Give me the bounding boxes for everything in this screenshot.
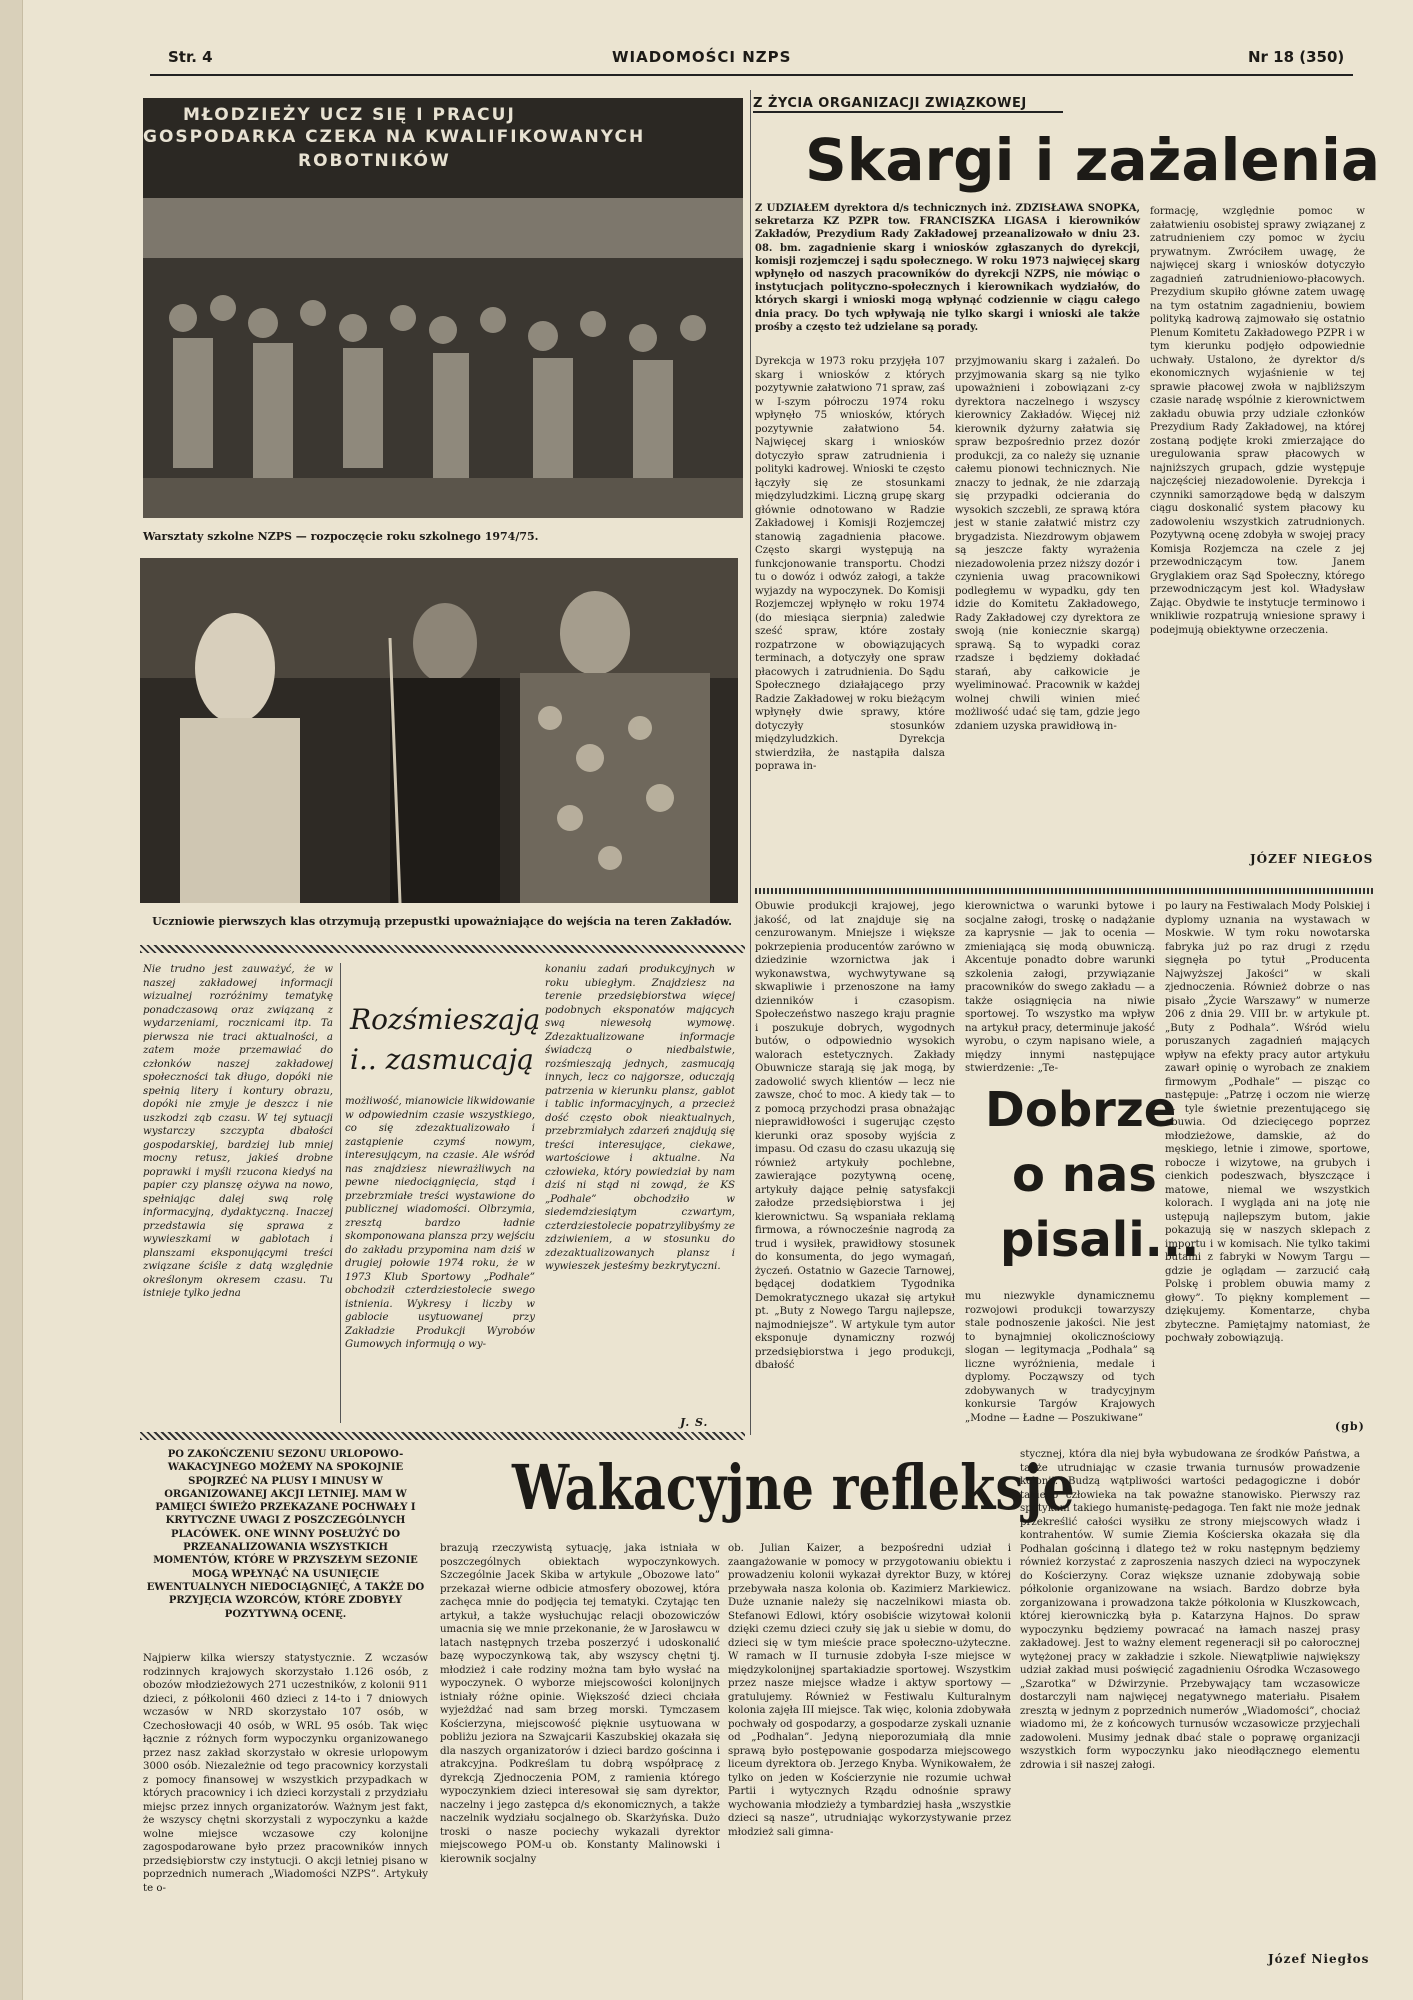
dobrze-col-2b: mu niezwykle dynamicznemu rozwojowi produkcji towarzyszy stale podnoszenie jakości. Nie jest to bynajmniej okolicznościowy slogan — legitymacja „Podhala” są liczne wyróżnienia, medale i dyplomy. Począwszy od tych zdobywanych w tradycyjnym konkursie Targów Krajowych „Modne — Ładne — Poszukiwane”: [965, 1291, 1155, 1424]
wakacyjne-lead: PO ZAKOŃCZENIU SEZONU URLOPOWO-WAKACYJNEGO MOŻEMY NA SPOKOJNIE SPOJRZEĆ NA PLUSY I MINUSY W ORGANIZOWANEJ AKCJI LETNIEJ. MAM W PAMIĘCI ŚWIEŻO PRZEKAZANE POCHWAŁY I KRYTYCZNE UWAGI Z POSZCZEGÓLNYCH PLACÓWEK. ONE WINNY POSŁUŻYĆ DO PRZEANALIZOWANIA WSZYSTKICH MOMENTÓW, KTÓRE W PRZYSZŁYM SEZONIE MOGĄ WPŁYNĄĆ NA USUNIĘCIE EWENTUALNYCH NIEDOCIĄGNIĘĆ, A TAKŻE DO PRZYJĘCIA WZORCÓW, KTÓRE ZDOBYŁY POZYTYWNĄ OCENĘ.: [146, 1449, 425, 1620]
page-number: Str. 4: [168, 48, 213, 66]
masthead: WIADOMOŚCI NZPS: [612, 48, 792, 66]
page-left-edge: [0, 0, 23, 2000]
photo-caption-2: Uczniowie pierwszych klas otrzymują przepustki upoważniające do wejścia na teren Zakładów.: [152, 915, 732, 928]
issue-number: Nr 18 (350): [1248, 48, 1345, 66]
skargi-title: Skargi i zażalenia: [805, 126, 1381, 194]
photo-workshop: [143, 98, 743, 518]
dobrze-title-2: o nas: [1012, 1147, 1157, 1203]
header-rule: [150, 74, 1353, 76]
dobrze-signature: (gb): [1335, 1420, 1365, 1433]
skargi-col-3: formację, względnie pomoc w załatwieniu osobistej sprawy związanej z zatrudnieniem czy pomoc w życiu prywatnym. Zwróciłem uwagę, że najwięcej skarg i wniosków dotyczyło zagadnień zatrudnieniowo-płacowych. Prezydium skupiło główne zatem uwagę na tym ostatnim zagadnieniu, bowiem polityką kadrową zajmowało się ostatnio Plenum Komitetu Zakładowego PZPR i w tym kierunku podjęło odpowiednie uchwały. Ustalono, że dyrektor d/s ekonomicznych wyjaśnienie w tej sprawie płacowej zwoła w najbliższym czasie naradę wspólnie z kierownictwem zakładu obuwia przy udziale członków Prezydium Rady Zakładowej, na której zostaną podjęte kroki zmierzające do uregulowania spraw płacowych w najniższych grupach, gdzie występuje najczęściej niezadowolenie. Dyrekcja i czynniki samorządowe będą w dalszym ciągu doskonalić system płacowy ku zadowoleniu wszystkich zatrudnionych. Pozytywną ocenę zdobyła w swojej pracy Komisja Rozjemcza na czele z jej przewodniczącym tow. Janem Gryglakiem oraz Sąd Społeczny, którego przewodniczącym jest kol. Władysław Zając. Obydwie te instytucje terminowo i wnikliwie rozpatrują wniesione sprawy i podejmują obiektywne orzeczenia.: [1150, 206, 1365, 636]
wakacyjne-col-4: stycznej, która dla niej była wybudowana ze środków Państwa, a także utrudniając w czasie trwania turnusów prowadzenie kolonii. Budzą wątpliwości wartości pedagogiczne i dobór takiego człowieka na tak poważne stanowisko. Pierwszy raz spotykam takiego humanistę-pedagoga. Ten fakt nie może jednak przekreślić całości wysiłku ze strony miejscowych władz i kontrahentów. W sumie Ziemia Kościerska okazała się dla Podhalan gościnną i dlatego też w roku następnym będziemy również korzystać z zaproszenia naszych dzieci na wypoczynek do Kościerzyny. Coraz większe uznanie zdobywają sobie półkolonie organizowane na wsiach. Bardzo dobrze była zorganizowana i prowadzona także półkolonia w Kluszkowcach, której kierowniczką była p. Katarzyna Hajnos. Do spraw wypoczynku będziemy powracać na łamach naszej prasy zakładowej. Jest to ważny element regeneracji sił po całorocznej wytężonej pracy w zakładzie i szkole. Niewątpliwie największy udział zakład musi poświęcić zagadnieniu Ośrodka Wczasowego „Szarotka” w Dźwirzynie. Przebywający tam wczasowicze dostarczyli nam najwięcej negatywnego materiału. Pisałem zresztą w jednym z poprzednich numerów „Wiadomości”, chociaż wiadomo mi, że z końcowych turnusów wczasowicze przyjechali zadowoleni. Musimy jednak dbać stale o poprawę organizacji wszystkich form wypoczynku jako nieodłącznego elementu zdrowia i sił naszej załogi.: [1020, 1449, 1360, 1771]
center-vrule: [750, 90, 751, 1435]
banner-line-3: ROBOTNIKÓW: [298, 151, 451, 171]
rozsmieszaja-col-1: Nie trudno jest zauważyć, że w naszej zakładowej informacji wizualnej rozróżnimy tematykę ponadczasową oraz związaną z wydarzeniami, rocznicami itp. Ta pierwsza nie traci aktualności, a zatem może przemawiać do członków naszej zakładowej społeczności tak długo, dopóki nie spełnią litery i kontury obrazu, dopóki nie zmyje je deszcz i nie uszkodzi ząb czasu. W tej sytuacji wystarczy szczypta dbałości gospodarskiej, bardziej lub mniej mocny retusz, jakieś drobne poprawki i myśli rzucona kiedyś na papier czy planszę ożywa na nowo, spełniając dalej swą rolę informacyjną, dydaktyczną. Inaczej przedstawia się sprawa z wywieszkami w gablotach i planszami eksponującymi treści związane ściśle z datą względnie określonym okresem czasu. Tu istnieje tylko jedna: [143, 964, 333, 1299]
section-kicker: Z ŻYCIA ORGANIZACJI ZWIĄZKOWEJ: [753, 96, 1063, 113]
banner-line-2: GOSPODARKA CZEKA NA KWALIFIKOWANYCH: [143, 127, 646, 147]
skargi-signature: JÓZEF NIEGŁOS: [1250, 852, 1374, 866]
photo-caption-1: Warsztaty szkolne NZPS — rozpoczęcie roku szkolnego 1974/75.: [143, 530, 539, 543]
rozsmieszaja-col-3: konaniu zadań produkcyjnych w roku ubiegłym. Znajdziesz na terenie przedsiębiorstwa więcej podobnych eksponatów mających swą niewesołą wymowę. Zdezaktualizowane informacje świadczą o niedbalstwie, rozśmieszają jednych, zasmucają innych, lecz co najgorsze, oduczają patrzenia w kierunku plansz, gablot i tablic informacyjnych, a przecież dość często obok nieaktualnych, przebrzmiałych zdarzeń znajdują się treści interesujące, ciekawe, wartościowe i aktualne. Na człowieka, który powiedział by nam dziś ni stąd ni zowąd, że KS „Podhale” obchodziło w siedemdziesiątym czwartym, czterdziestolecie popatrzylibyśmy ze zdziwieniem, a w stosunku do zdezaktualizowanych plansz i wywieszek jesteśmy bezkrytyczni.: [545, 964, 735, 1272]
wakacyjne-col-2: brazują rzeczywistą sytuację, jaka istniała w poszczególnych obiektach wypoczynkowych. Szczególnie Jacek Skiba w artykule „Obozowe lato” przekazał wierne odbicie atmosfery obozowej, która zachęca mnie do podjęcia tej tematyki. Czytając ten artykuł, a także wysłuchując relacji obozowiczów umacnia się we mnie przekonanie, że w Jarosławcu w latach następnych trzeba poszerzyć i udoskonalić bazę wypoczynkową tak, aby wszyscy chętni tj. młodzież i całe rodziny można tam było wysłać na wypoczynek. O wyborze miejscowości kolonijnych istniały różne opinie. Większość dzieci chciała wyjeżdżać nad sam brzeg morski. Tymczasem Kościerzyna, miejscowość pięknie usytuowana w pobliżu jeziora na Szwajcarii Kaszubskiej okazała się dla naszych organizatorów i dzieci bardzo gościnna i atrakcyjna. Podkreślam tu dobrą współpracę z dyrekcją Zjednoczenia POM, z ramienia którego wypoczynkiem dzieci interesował się sam dyrektor, naczelny i jego zastępca d/s ekonomicznych, a także naczelnik wydziału socjalnego ob. Skarżyńska. Dużo troski o nasze pociechy wykazali dyrektor miejscowego POM-u ob. Konstanty Malinowski i kierownik socjalny: [440, 1543, 720, 1865]
wakacyjne-signature: Józef Niegłos: [1268, 1952, 1370, 1966]
rozsmieszaja-col-2: możliwość, mianowicie likwidowanie w odpowiednim czasie wszystkiego, co się zdezaktualizowało i zastąpienie czymś nowym, interesującym, na czasie. Ale wśród nas znajdziesz niewrażliwych na pewne niedociągnięcia, stąd i przebrzmiałe treści wystawione do publicznej wiadomości. Olbrzymia, zresztą bardzo ładnie skomponowana plansza przy wejściu do zakładu przypomina nam dziś w drugiej połowie 1974 roku, że w 1973 Klub Sportowy „Podhale” obchodził czterdziestolecie swego istnienia. Wykresy i liczby w gablocie usytuowanej przy Zakładzie Produkcji Wyrobów Gumowych informują o wy-: [345, 1096, 535, 1350]
wakacyjne-title: Wakacyjne refleksje: [512, 1451, 1075, 1524]
skargi-col-1: Dyrekcja w 1973 roku przyjęła 107 skarg i wniosków z których pozytywnie załatwiono 71 spraw, zaś w I-szym półroczu 1974 roku wpłynęło 75 wniosków, których pozytywnie załatwiono 54. Najwięcej skarg i wniosków dotyczyło spraw zatrudnienia i polityki kadrowej. Wnioski te często łączyły się ze stosunkami międzyludzkimi. Liczną grupę skarg głównie odnotowano w Radzie Zakładowej i Komisji Rozjemczej stanowią zagadnienia płacowe. Często skargi występują na funkcjonowanie transportu. Chodzi tu o dowóz i odwóz załogi, a także wyjazdy na wypoczynek. Do Komisji Rozjemczej wpłynęło w roku 1974 (do miesiąca sierpnia) zaledwie sześć spraw, które zostały rozpatrzone w obowiązujących terminach, a dotyczyły one spraw płacowych i zatrudnienia. Do Sądu Społecznego działającego przy Radzie Zakładowej w roku bieżącym wpłynęły dwie sprawy, które dotyczyły stosunków międzyludzkich. Dyrekcja stwierdziła, że nastąpiła dalsza poprawa in-: [755, 356, 945, 772]
divider-dotted: [755, 888, 1375, 894]
rozsmieszaja-vrule: [340, 963, 341, 1423]
dobrze-title-3: pisali...: [1000, 1212, 1200, 1268]
dobrze-col-1: Obuwie produkcji krajowej, jego jakość, od lat znajduje się na cenzurowanym. Mniejsze i większe pokrzepienia producentów zarówno w dziedzinie wzornictwa jak i wykonawstwa, wychwytywane są skwapliwie i przenoszone na łamy dzienników i czasopism. Społeczeństwo naszego kraju pragnie i poszukuje dobrych, wygodnych butów, o odpowiednio wysokich walorach estetycznych. Zakłady Obuwnicze starają się jak mogą, by zadowolić swych klientów — lecz nie zawsze, choć to moc. A kiedy tak — to z pomocą przychodzi prasa obnażając nieprawidłowości i sugerując często kierunki oraz sposoby wyjścia z impasu. Od czasu do czasu ukazują się również artykuły pochlebne, zawierające pozytywną ocenę, artykuły dające pełnię satysfakcji załodze przedsiębiorstwa i jej kierownictwu. Są wspaniała reklamą firmowa, a równocześnie nagrodą za trud i wysiłek, prawidłowy stosunek do konsumenta, do jego wymagań, życzeń. Ostatnio w Gazecie Tarnowej, będącej dodatkiem Tygodnika Demokratycznego ukazał się artykuł pt. „Buty z Nowego Targu najlepsze, najmodniejsze”. W artykule tym autor eksponuje dynamiczny rozwój przedsiębiorstwa i jego produkcji, dbałość: [755, 901, 955, 1371]
photo-students-image: [140, 558, 738, 903]
banner-line-1: MŁODZIEŻY UCZ SIĘ I PRACUJ: [183, 105, 516, 125]
skargi-lead: Z UDZIAŁEM dyrektora d/s technicznych inż. ZDZISŁAWA SNOPKA, sekretarza KZ PZPR tow. FRANCISZKA LIGASA i kierowników Zakładów, Prezydium Rady Zakładowej przeanalizowało w dniu 23. 08. bm. zagadnienie skarg i wniosków zgłaszanych do dyrekcji, komisji rozjemczej i sądu społecznego. W roku 1973 najwięcej skarg wpłynęło od naszych pracowników do dyrekcji NZPS, nie mówiąc o instytucjach polityczno-społecznych i kierownikach wydziałów, do których skargi i wnioski mogą wpłynąć codziennie w ciągu całego dnia pracy. Do tych wpływają nie tylko skargi i wnioski ale także prośby a często też udzielane są porady.: [755, 203, 1140, 333]
rozsmieszaja-signature: J. S.: [680, 1416, 709, 1429]
rozsmieszaja-hatch-top: [140, 945, 745, 953]
dobrze-col-3: po laury na Festiwalach Mody Polskiej i dyplomy uznania na wystawach w Moskwie. W tym roku nowotarska fabryka już po raz drugi z rzędu sięgnęła po tytuł „Producenta Najwyższej Jakości” w skali zjednoczenia. Również dobrze o nas pisało „Życie Warszawy” w numerze 206 z dnia 29. VIII br. w artykule pt. „Buty z Podhala”. Wśród wielu poruszanych zagadnień mających wpływ na efekty pracy autor artykułu zawarł opinię o wyrobach ze znakiem firmowym „Podhale” — pisząc co następuje: „Patrzę i oczom nie wierzę — tyle świetnie prezentującego się obuwia. Od dziecięcego poprzez młodzieżowe, damskie, aż do męskiego, letnie i zimowe, sportowe, robocze i wizytowe, na grubych i cienkich podeszwach, błyszczące i matowe, niemal we wszystkich kolorach. I wygląda ani na jotę nie ustępują najlepszym butom, jakie pokazują się w naszych sklepach z importu i w komisach. Nie tylko takimi butami z fabryki w Nowym Targu — gdzie je oglądam — zarzucić całą Polskę i problem obuwia mamy z głowy”. To piękny komplement — dziękujemy. Komentarze, chyba zbyteczne. Pamiętajmy natomiast, że pochwały zobowiązują.: [1165, 901, 1370, 1344]
rozsmieszaja-title: Rozśmieszają i.. zasmucają: [350, 1003, 541, 1076]
wakacyjne-col-1: Najpierw kilka wierszy statystycznie. Z wczasów rodzinnych krajowych skorzystało 1.126 osób, z obozów młodzieżowych 271 uczestników, z kolonii 911 dzieci, z półkolonii 460 dzieci z 14-to i 7 dniowych wczasów w NRD skorzystało 107 osób, w Czechosłowacji 40 osób, w WRL 95 osób. Tak więc łącznie z różnych form wypoczynku organizowanego przez nasz zakład skorzystało w okresie urlopowym 3000 osób. Niezależnie od tego pracownicy korzystali z pomocy finansowej w wszystkich przypadkach w których pracownicy i ich dzieci korzystali z przydziału miejsc przez innych organizatorów. Ważnym jest fakt, że wszyscy chętni skorzystali z wypoczynku a każde wolne miejsce wczasowe czy kolonijne zagospodarowane było przez pracowników innych przedsiębiorstw czy instytucji. O akcji letniej pisano w poprzednich numerach „Wiadomości NZPS”. Artykuły te o-: [143, 1653, 428, 1894]
photo-students: [140, 558, 738, 903]
wakacyjne-col-3: ob. Julian Kaizer, a bezpośredni udział i zaangażowanie w pomocy w przygotowaniu obiektu i prowadzeniu kolonii wykazał dyrektor Buzy, w której przebywała nasza kolonia ob. Kazimierz Markiewicz. Duże uznanie należy się naczelnikowi miasta ob. Stefanowi Edlowi, który osobiście wizytował kolonii dzięki czemu dzieci czuły się jak u siebie w domu, do dzieci się w tym mieście prace społeczno-użyteczne. W ramach w II turnusie zdobyła I-sze miejsce w międzykolonijnej spartakiadzie sportowej. Wszystkim przez nasze miejsce władze i aktyw sportowy — gratulujemy. Również w Festiwalu Kulturalnym kolonia zajęła III miejsce. Tak więc, kolonia zdobywała pochwały od gospodarzy, a gospodarze zyskali uznanie od „Podhalan”. Jedyną nieporozumiałą dla mnie sprawą było postępowanie gospodarza miejscowego liceum dyrektora ob. Jerzego Knyba. Wynikowałem, że tylko on jeden w Kościerzynie nie rozumie uchwał Partii i wytycznych Rządu odnośnie sprawy wychowania młodzieży a tymbardziej hasła „wszystkie dzieci są nasze”, utrudniając wykorzystywanie przez młodzież sali gimna-: [728, 1543, 1011, 1838]
dobrze-col-2: kierownictwa o warunki bytowe i socjalne załogi, troskę o nadążanie za kaprysnie — jak to ocenia — zmieniającą się modą obuwniczą. Akcentuje ponadto dobre warunki szkolenia załogi, przywiązanie pracowników do swego zakładu — a także osiągnięcia na niwie sportowej. To wszystko ma wpływ na artykuł pracy, determinuje jakość wyrobu, o czym napisano wiele, a między innymi następujące stwierdzenie: „Te-: [965, 901, 1155, 1074]
dobrze-title-1: Dobrze: [985, 1082, 1177, 1138]
skargi-col-2: przyjmowaniu skarg i zażaleń. Do przyjmowania skarg są nie tylko upoważnieni i zobowiązani z-cy dyrektora naczelnego i wszyscy kierownicy Zakładów. Więcej niż kierownik dyżurny załatwia się spraw bezpośrednio przez dozór produkcji, za co należy się uznanie całemu pionowi technicznych. Nie znaczy to jednak, że nie zdarzają się przypadki odcierania do wysokich szczebli, ze sprawą która jest w stanie załatwić mistrz czy brygadzista. Niezdrowym objawem są jeszcze fakty wyrażenia niezadowolenia przez niższy dozór i czynienia uwag pracownikowi podległemu w wypadku, gdy ten idzie do Komitetu Zakładowego, Rady Zakładowej czy dyrektora ze swoją (nie koniecznie skargą) sprawą. Są to wypadki coraz rzadsze i będziemy dokładać starań, aby całkowicie je wyeliminować. Pracownik w każdej wolnej chwili winien mieć możliwość udać się tam, gdzie jego zdaniem uzyska prawidłową in-: [955, 356, 1140, 732]
